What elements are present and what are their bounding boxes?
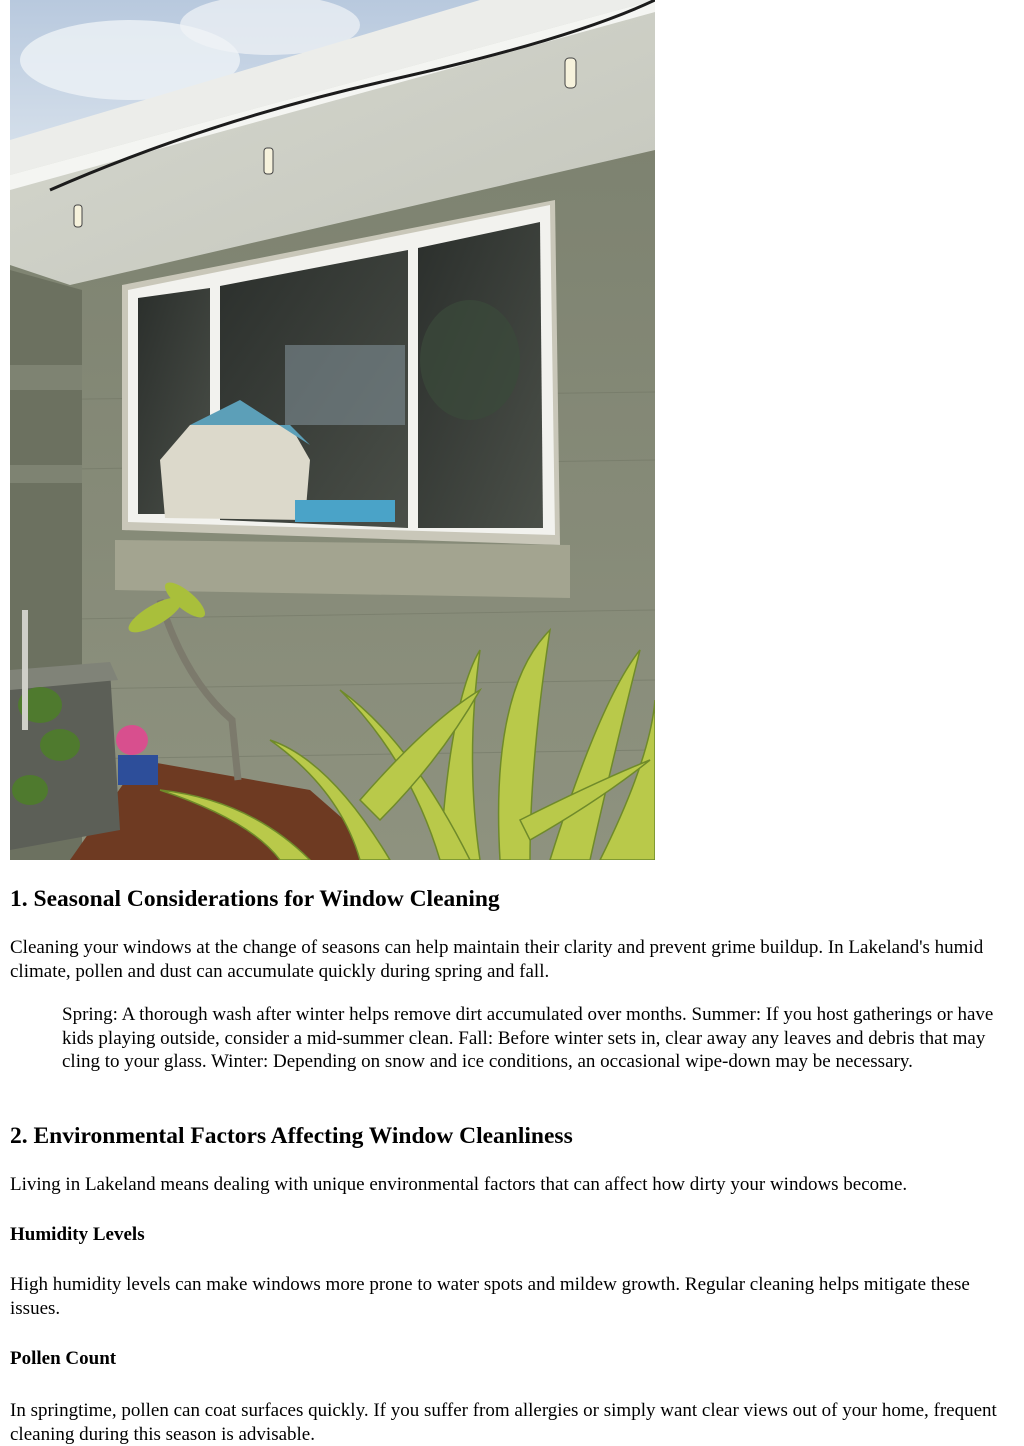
blockquote-seasons: Spring: A thorough wash after winter helps remove dirt accumulated over months. Summer: If you host gatherings or have kids playing outside, consider a mid-summer clean. Fall: Before winter sets in, clear away any leaves and debris that may cling to your glass. Winter: Depending on snow and ice conditions, an occasional wipe-down may be necessary. — [62, 1004, 994, 1072]
section-heading-environmental: 2. Environmental Factors Affecting Window Cleanliness — [10, 1123, 573, 1149]
house-window-photo — [10, 0, 655, 860]
paragraph-pollen: In springtime, pollen can coat surfaces quickly. If you suffer from allergies or simply want clear views out of your home, frequent cleaning during this season is advisable. — [10, 1400, 997, 1445]
paragraph-seasonal-intro: Cleaning your windows at the change of seasons can help maintain their clarity and prevent grime buildup. In Lakeland's humid climate, pollen and dust can accumulate quickly during spring and fall. — [10, 937, 984, 982]
section-heading-seasonal: 1. Seasonal Considerations for Window Cleaning — [10, 886, 500, 912]
subheading-humidity: Humidity Levels — [10, 1224, 145, 1245]
subheading-pollen: Pollen Count — [10, 1348, 117, 1369]
paragraph-humidity: High humidity levels can make windows more prone to water spots and mildew growth. Regular cleaning helps mitigate these issues. — [10, 1274, 970, 1319]
paragraph-environmental-intro: Living in Lakeland means dealing with unique environmental factors that can affect how dirty your windows become. — [10, 1174, 908, 1195]
